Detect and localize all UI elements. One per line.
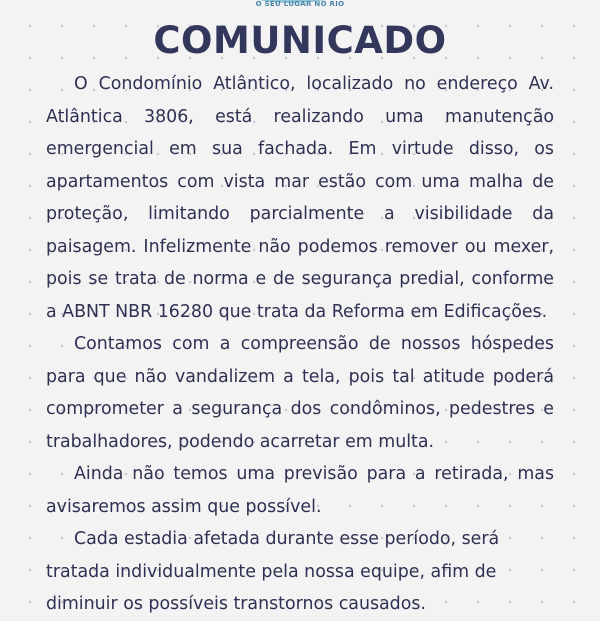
notice-body: [46, 68, 554, 621]
logo-tagline: O SEU LUGAR NO RIO: [255, 0, 345, 8]
paragraph-understanding: Contamos com a compreensão de nossos hóspedes para que não vandalizem a tela, pois tal atitude poderá comprometer a segurança dos condôminos, pedestres e trabalhadores, podendo acarretar em multa.: [46, 334, 554, 452]
page-title: COMUNICADO: [153, 19, 447, 62]
paragraph-maintenance: O Condomínio Atlântico, localizado no endereço Av. Atlântica 3806, está realizando uma manutenção emergencial em sua fachada. Em virtude disso, os apartamentos com vista mar estão com uma malha de proteção, limitando parcialmente a visibilidade da paisagem. Infelizmente não podemos remover ou mexer, pois se trata de norma e de segurança predial, conforme a ABNT NBR 16280 que trata da Reforma em Edificações.: [46, 74, 554, 322]
paragraph-stays: Cada estadia afetada durante esse período, será tratada individualmente pela nossa equipe, afim de diminuir os possíveis transtornos causados.: [46, 529, 500, 614]
paragraph-forecast: Ainda não temos uma previsão para a retirada, mas avisaremos assim que possível.: [46, 464, 554, 517]
